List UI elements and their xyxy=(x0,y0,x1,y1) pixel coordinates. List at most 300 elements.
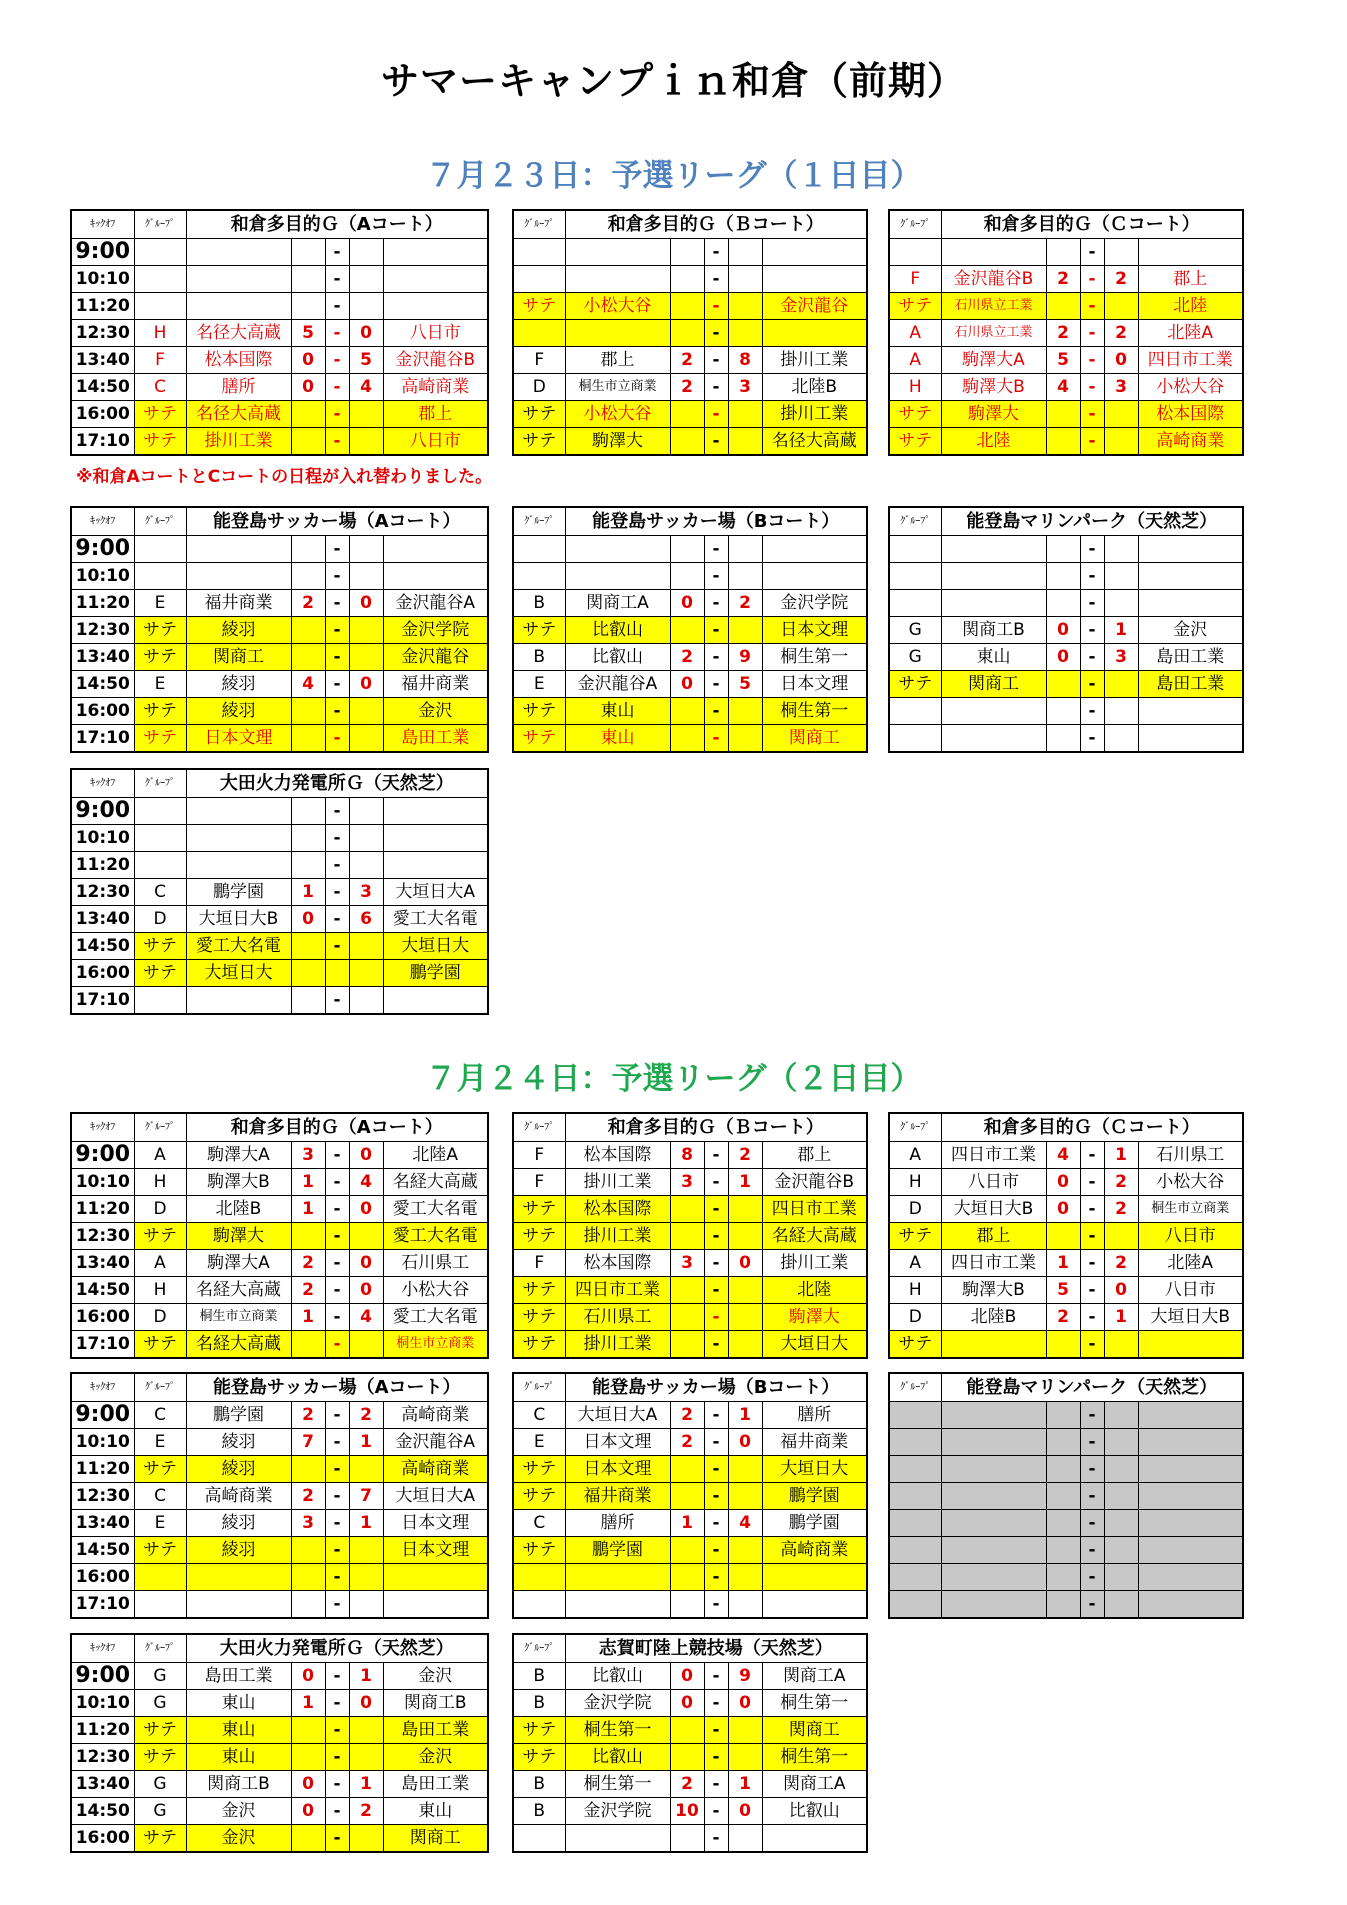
home-team: 膳所 xyxy=(565,1510,670,1537)
score-separator: - xyxy=(325,239,349,266)
home-score xyxy=(291,1537,325,1564)
away-score xyxy=(1104,725,1138,753)
home-score: 0 xyxy=(291,347,325,374)
score-separator: - xyxy=(325,1798,349,1825)
away-score xyxy=(349,401,383,428)
home-score xyxy=(291,563,325,590)
group-cell xyxy=(134,293,186,320)
venue-name: 和倉多目的Ｇ（Ｃコート） xyxy=(941,210,1243,239)
away-team: 四日市工業 xyxy=(1138,347,1243,374)
match-row xyxy=(513,563,867,590)
match-row xyxy=(513,1591,867,1619)
match-row xyxy=(889,1331,1243,1359)
group-header: ｸﾞﾙｰﾌﾟ xyxy=(134,210,186,239)
away-score xyxy=(728,1564,762,1591)
home-score xyxy=(670,266,704,293)
home-score xyxy=(1046,725,1080,753)
score-separator: - xyxy=(325,1564,349,1591)
away-team: 四日市工業 xyxy=(762,1196,867,1223)
away-team xyxy=(383,239,488,266)
away-team: 北陸 xyxy=(762,1277,867,1304)
away-team xyxy=(383,852,488,879)
away-score xyxy=(349,698,383,725)
kickoff-time: 10:10 xyxy=(71,1429,134,1456)
away-team xyxy=(383,266,488,293)
score-separator: - xyxy=(325,671,349,698)
away-score xyxy=(349,1717,383,1744)
away-score: 0 xyxy=(728,1690,762,1717)
match-row xyxy=(71,906,488,933)
group-header: ｸﾞﾙｰﾌﾟ xyxy=(134,1634,186,1663)
group-cell xyxy=(134,536,186,563)
match-row xyxy=(513,293,867,320)
kickoff-time: 16:00 xyxy=(71,1825,134,1853)
home-team xyxy=(186,987,291,1015)
away-score xyxy=(728,293,762,320)
group-cell: サテ xyxy=(889,401,941,428)
match-row xyxy=(71,536,488,563)
group-header: ｸﾞﾙｰﾌﾟ xyxy=(889,507,941,536)
score-separator: - xyxy=(325,266,349,293)
kickoff-time: 9:00 xyxy=(71,1142,134,1169)
away-score xyxy=(1104,698,1138,725)
group-cell: サテ xyxy=(134,1223,186,1250)
score-separator: - xyxy=(704,1825,728,1853)
score-separator: - xyxy=(325,1690,349,1717)
kickoff-header: ｷｯｸｵﾌ xyxy=(71,1113,134,1142)
home-team: 金沢龍谷A xyxy=(565,671,670,698)
match-row xyxy=(889,698,1243,725)
score-separator: - xyxy=(325,320,349,347)
group-cell xyxy=(513,266,565,293)
home-team: 駒澤大B xyxy=(941,1277,1046,1304)
home-team: 東山 xyxy=(186,1717,291,1744)
score-separator: - xyxy=(704,1537,728,1564)
home-score: 3 xyxy=(670,1169,704,1196)
away-score: 4 xyxy=(349,374,383,401)
away-score xyxy=(1104,1537,1138,1564)
away-score: 5 xyxy=(349,347,383,374)
venue-name: 和倉多目的Ｇ（Ｂコート） xyxy=(565,210,867,239)
home-score xyxy=(670,1744,704,1771)
away-team: 高崎商業 xyxy=(383,374,488,401)
group-cell xyxy=(889,1456,941,1483)
match-row xyxy=(71,1196,488,1223)
away-team: 北陸A xyxy=(383,1142,488,1169)
away-team: 関商工A xyxy=(762,1771,867,1798)
away-team xyxy=(1138,1456,1243,1483)
home-team: 石川県工 xyxy=(565,1304,670,1331)
away-score: 0 xyxy=(349,1142,383,1169)
group-cell xyxy=(889,1402,941,1429)
home-team xyxy=(186,239,291,266)
score-separator: - xyxy=(1080,266,1104,293)
home-score xyxy=(1046,563,1080,590)
group-cell: D xyxy=(889,1304,941,1331)
group-header: ｸﾞﾙｰﾌﾟ xyxy=(889,1373,941,1402)
home-team: 日本文理 xyxy=(186,725,291,753)
match-row xyxy=(513,536,867,563)
schedule-table-day1-1 xyxy=(70,209,489,456)
away-score: 2 xyxy=(728,1142,762,1169)
away-team xyxy=(1138,239,1243,266)
away-team xyxy=(762,266,867,293)
away-score: 1 xyxy=(349,1771,383,1798)
away-team: 高崎商業 xyxy=(383,1402,488,1429)
score-separator: - xyxy=(325,536,349,563)
home-team xyxy=(941,590,1046,617)
schedule-change-note: ※和倉AコートとCコートの日程が入れ替わりました。 xyxy=(76,467,493,487)
score-separator: - xyxy=(1080,1429,1104,1456)
match-row xyxy=(889,1277,1243,1304)
home-team: 名経大高蔵 xyxy=(186,1277,291,1304)
home-team: 東山 xyxy=(186,1690,291,1717)
away-score xyxy=(728,266,762,293)
group-cell: C xyxy=(134,1483,186,1510)
match-row xyxy=(71,987,488,1015)
away-score xyxy=(728,563,762,590)
away-score xyxy=(349,239,383,266)
group-cell: G xyxy=(889,617,941,644)
home-score: 1 xyxy=(291,879,325,906)
group-cell xyxy=(134,1564,186,1591)
group-cell: サテ xyxy=(513,1537,565,1564)
match-row xyxy=(71,1663,488,1690)
home-team: 桐生第一 xyxy=(565,1771,670,1798)
home-score xyxy=(291,428,325,456)
kickoff-time: 13:40 xyxy=(71,347,134,374)
score-separator: - xyxy=(325,698,349,725)
kickoff-time: 10:10 xyxy=(71,825,134,852)
score-separator: - xyxy=(325,1402,349,1429)
home-score xyxy=(1046,1564,1080,1591)
home-team: 四日市工業 xyxy=(941,1250,1046,1277)
away-team: 高崎商業 xyxy=(762,1537,867,1564)
away-score xyxy=(1104,1429,1138,1456)
group-cell: サテ xyxy=(513,725,565,753)
away-score xyxy=(349,1537,383,1564)
match-row xyxy=(889,644,1243,671)
home-team: 掛川工業 xyxy=(186,428,291,456)
group-cell: A xyxy=(889,320,941,347)
home-team xyxy=(186,1591,291,1619)
group-cell: H xyxy=(889,1169,941,1196)
away-team xyxy=(383,563,488,590)
home-score xyxy=(291,798,325,825)
home-score xyxy=(670,725,704,753)
score-separator: - xyxy=(1080,1250,1104,1277)
group-cell xyxy=(889,1483,941,1510)
match-row xyxy=(889,1510,1243,1537)
match-row xyxy=(889,671,1243,698)
away-team: 膳所 xyxy=(762,1402,867,1429)
score-separator: - xyxy=(1080,293,1104,320)
home-team xyxy=(565,1825,670,1853)
schedule-table-day1-7 xyxy=(70,768,489,1015)
score-separator: - xyxy=(704,1142,728,1169)
score-separator: - xyxy=(1080,320,1104,347)
away-team xyxy=(1138,1510,1243,1537)
score-separator: - xyxy=(704,1717,728,1744)
match-row xyxy=(889,401,1243,428)
group-cell xyxy=(134,852,186,879)
home-team: 日本文理 xyxy=(565,1456,670,1483)
match-row xyxy=(889,1196,1243,1223)
match-row xyxy=(513,1483,867,1510)
home-team: 掛川工業 xyxy=(565,1169,670,1196)
home-team xyxy=(186,852,291,879)
home-score xyxy=(1046,401,1080,428)
home-team: 掛川工業 xyxy=(565,1331,670,1359)
home-score: 1 xyxy=(291,1196,325,1223)
away-team: 金沢 xyxy=(383,1744,488,1771)
group-cell xyxy=(513,239,565,266)
group-cell: B xyxy=(513,1771,565,1798)
away-score: 9 xyxy=(728,1663,762,1690)
away-team: 桐生第一 xyxy=(762,698,867,725)
away-score: 9 xyxy=(728,644,762,671)
away-score xyxy=(728,617,762,644)
home-team: 四日市工業 xyxy=(565,1277,670,1304)
group-cell: B xyxy=(513,1690,565,1717)
score-separator: - xyxy=(704,1196,728,1223)
group-cell: サテ xyxy=(513,1196,565,1223)
kickoff-time: 13:40 xyxy=(71,1510,134,1537)
kickoff-header: ｷｯｸｵﾌ xyxy=(71,507,134,536)
home-score xyxy=(1046,1537,1080,1564)
score-separator xyxy=(325,960,349,987)
away-score: 4 xyxy=(349,1304,383,1331)
match-row xyxy=(71,960,488,987)
away-team xyxy=(383,798,488,825)
away-score: 0 xyxy=(728,1429,762,1456)
home-team: 桐生第一 xyxy=(565,1717,670,1744)
kickoff-time: 14:50 xyxy=(71,374,134,401)
group-cell: サテ xyxy=(134,1331,186,1359)
home-team: 比叡山 xyxy=(565,617,670,644)
group-header: ｸﾞﾙｰﾌﾟ xyxy=(889,1113,941,1142)
score-separator: - xyxy=(704,617,728,644)
away-team: 東山 xyxy=(383,1798,488,1825)
group-cell: サテ xyxy=(889,671,941,698)
group-header: ｸﾞﾙｰﾌﾟ xyxy=(889,210,941,239)
away-team: 関商工 xyxy=(383,1825,488,1853)
away-team: 鵬学園 xyxy=(762,1483,867,1510)
match-row xyxy=(513,1277,867,1304)
home-score xyxy=(291,1331,325,1359)
score-separator: - xyxy=(704,563,728,590)
home-team xyxy=(941,1537,1046,1564)
home-score: 0 xyxy=(670,1690,704,1717)
kickoff-time: 14:50 xyxy=(71,1798,134,1825)
away-score: 2 xyxy=(1104,320,1138,347)
venue-name: 志賀町陸上競技場（天然芝） xyxy=(565,1634,867,1663)
home-team: 松本国際 xyxy=(565,1250,670,1277)
home-team: 駒澤大B xyxy=(941,374,1046,401)
away-team: 金沢 xyxy=(1138,617,1243,644)
home-team: 駒澤大 xyxy=(565,428,670,456)
group-cell: D xyxy=(134,1304,186,1331)
match-row xyxy=(71,1250,488,1277)
home-team: 駒澤大 xyxy=(186,1223,291,1250)
home-team xyxy=(565,1591,670,1619)
score-separator: - xyxy=(704,1591,728,1619)
home-team: 駒澤大A xyxy=(941,347,1046,374)
score-separator: - xyxy=(1080,239,1104,266)
group-cell: F xyxy=(513,1250,565,1277)
match-row xyxy=(71,1717,488,1744)
away-team: 小松大谷 xyxy=(383,1277,488,1304)
match-row xyxy=(513,1402,867,1429)
home-score: 7 xyxy=(291,1429,325,1456)
score-separator: - xyxy=(325,293,349,320)
away-team xyxy=(383,987,488,1015)
score-separator: - xyxy=(325,1456,349,1483)
group-cell: サテ xyxy=(513,401,565,428)
match-row xyxy=(71,1537,488,1564)
home-team: 比叡山 xyxy=(565,1744,670,1771)
home-team: 東山 xyxy=(565,725,670,753)
home-score xyxy=(1046,1402,1080,1429)
group-cell xyxy=(134,798,186,825)
venue-name: 和倉多目的Ｇ（Ｃコート） xyxy=(941,1113,1243,1142)
group-cell: E xyxy=(513,1429,565,1456)
match-row xyxy=(513,617,867,644)
kickoff-time: 12:30 xyxy=(71,1744,134,1771)
kickoff-time: 11:20 xyxy=(71,590,134,617)
home-team: 桐生市立商業 xyxy=(186,1304,291,1331)
home-score xyxy=(1046,1591,1080,1619)
home-score: 1 xyxy=(1046,1250,1080,1277)
score-separator: - xyxy=(704,1690,728,1717)
home-team: 金沢 xyxy=(186,1825,291,1853)
away-team: 桐生第一 xyxy=(762,1690,867,1717)
away-score xyxy=(1104,1402,1138,1429)
group-cell: サテ xyxy=(134,933,186,960)
score-separator: - xyxy=(325,1223,349,1250)
match-row xyxy=(889,1223,1243,1250)
group-cell xyxy=(513,563,565,590)
home-team: 大垣日大B xyxy=(186,906,291,933)
match-row xyxy=(71,428,488,456)
match-row xyxy=(513,374,867,401)
group-cell: サテ xyxy=(513,293,565,320)
score-separator: - xyxy=(325,644,349,671)
away-team: 日本文理 xyxy=(383,1510,488,1537)
away-score: 1 xyxy=(728,1771,762,1798)
home-score: 0 xyxy=(291,374,325,401)
score-separator: - xyxy=(1080,1591,1104,1619)
schedule-table-day2-2 xyxy=(512,1112,868,1359)
home-score xyxy=(670,1537,704,1564)
home-team xyxy=(565,239,670,266)
match-row xyxy=(71,644,488,671)
away-team xyxy=(762,536,867,563)
home-score xyxy=(291,617,325,644)
score-separator: - xyxy=(704,1250,728,1277)
venue-name: 大田火力発電所Ｇ（天然芝） xyxy=(186,1634,488,1663)
home-score: 0 xyxy=(291,906,325,933)
home-score xyxy=(670,536,704,563)
match-row xyxy=(889,725,1243,753)
away-team: 小松大谷 xyxy=(1138,374,1243,401)
score-separator: - xyxy=(325,825,349,852)
home-score: 1 xyxy=(291,1304,325,1331)
score-separator: - xyxy=(1080,1402,1104,1429)
match-row xyxy=(513,1142,867,1169)
home-score xyxy=(670,1304,704,1331)
away-score xyxy=(728,1825,762,1853)
score-separator: - xyxy=(325,933,349,960)
away-team: 石川県工 xyxy=(1138,1142,1243,1169)
home-team xyxy=(941,536,1046,563)
group-cell: サテ xyxy=(134,644,186,671)
away-score: 1 xyxy=(728,1402,762,1429)
table-header-row xyxy=(71,210,488,239)
kickoff-time: 12:30 xyxy=(71,617,134,644)
score-separator: - xyxy=(704,1223,728,1250)
match-row xyxy=(889,374,1243,401)
home-score xyxy=(670,401,704,428)
home-score xyxy=(291,1591,325,1619)
home-score: 3 xyxy=(291,1142,325,1169)
away-team: 郡上 xyxy=(383,401,488,428)
home-team: 綾羽 xyxy=(186,1429,291,1456)
away-score xyxy=(349,1331,383,1359)
group-cell: サテ xyxy=(134,428,186,456)
match-row xyxy=(513,1456,867,1483)
score-separator: - xyxy=(704,347,728,374)
home-team: 北陸B xyxy=(186,1196,291,1223)
group-cell: A xyxy=(134,1250,186,1277)
match-row xyxy=(889,1169,1243,1196)
match-row xyxy=(513,1717,867,1744)
match-row xyxy=(889,1564,1243,1591)
away-team: 掛川工業 xyxy=(762,347,867,374)
match-row xyxy=(71,1456,488,1483)
away-score: 1 xyxy=(1104,617,1138,644)
group-cell xyxy=(889,698,941,725)
home-team xyxy=(941,239,1046,266)
home-team xyxy=(565,536,670,563)
match-row xyxy=(71,1744,488,1771)
score-separator: - xyxy=(704,1564,728,1591)
group-cell xyxy=(889,239,941,266)
match-row xyxy=(513,1564,867,1591)
home-team: 名経大高蔵 xyxy=(186,1331,291,1359)
home-score xyxy=(291,698,325,725)
home-score xyxy=(291,987,325,1015)
away-score xyxy=(349,536,383,563)
score-separator: - xyxy=(704,1429,728,1456)
venue-name: 能登島マリンパーク（天然芝） xyxy=(941,1373,1243,1402)
home-team xyxy=(941,1429,1046,1456)
away-score xyxy=(349,1564,383,1591)
away-score: 2 xyxy=(1104,1250,1138,1277)
home-team: 東山 xyxy=(186,1744,291,1771)
away-team: 関商工B xyxy=(383,1690,488,1717)
score-separator: - xyxy=(325,428,349,456)
home-score xyxy=(291,239,325,266)
away-score: 1 xyxy=(349,1510,383,1537)
match-row xyxy=(513,1663,867,1690)
group-cell: サテ xyxy=(513,1717,565,1744)
match-row xyxy=(889,347,1243,374)
away-team: 島田工業 xyxy=(383,1771,488,1798)
away-team: 日本文理 xyxy=(762,671,867,698)
home-team: 鵬学園 xyxy=(186,879,291,906)
away-team: 大垣日大 xyxy=(383,933,488,960)
